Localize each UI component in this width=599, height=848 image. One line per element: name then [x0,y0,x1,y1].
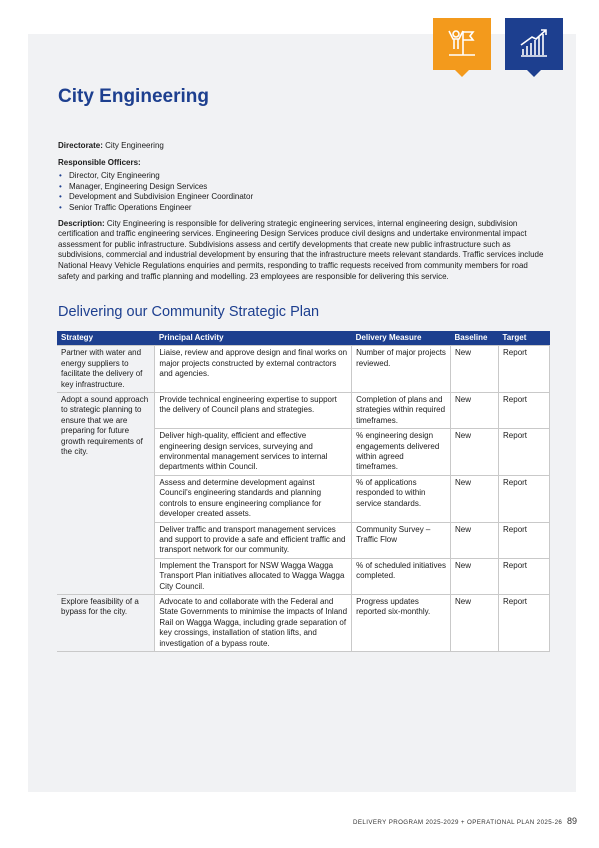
list-item: • Director, City Engineering [58,171,546,182]
activity-cell: Implement the Transport for NSW Wagga Wagga Transport Plan initiatives allocated to Wagga Wagga City Council. [155,558,352,594]
directorate-label: Directorate: [58,141,103,150]
person-flag-icon [446,27,478,59]
baseline-cell: New [451,522,499,558]
baseline-cell: New [451,558,499,594]
target-cell: Report [499,429,550,476]
description-text: City Engineering is responsible for delivering strategic engineering services, internal engineering design, subdivision certification and traffic engineering services. Engineering Design Services produce civil designs and undertake environmental impact assessment for public infrastructure. Subdivisions assess and certify developments that create new public infrastructure such as subdivisions, commercial and industrial development by ensuring that the infrastructure meets relevant standards. Traffic services include National Heavy Vehicle Regulations enquiries and permits, responding to traffic requests received from community members for road safety and parking and traffic planning and modelling. 23 employees are responsible for delivering this service. [58,218,544,281]
baseline-cell: New [451,393,499,429]
target-cell: Report [499,594,550,651]
directorate-value: City Engineering [105,141,164,150]
header-strategy: Strategy [57,331,155,346]
strategy-table [57,331,550,652]
page-number: 89 [567,816,578,826]
description [58,219,546,283]
header-measure: Delivery Measure [352,331,451,346]
header-target: Target [499,331,550,346]
strategy-cell: Explore feasibility of a bypass for the city. [57,594,155,651]
baseline-cell: New [451,429,499,476]
strategy-cell: Adopt a sound approach to strategic planning to ensure that we are preparing for future growth requirements of the city. [57,393,155,595]
officers-list [58,171,546,213]
footer-text: DELIVERY PROGRAM 2025-2029 + OPERATIONAL PLAN 2025-26 [353,819,563,826]
table-row [57,594,550,651]
service-info [58,141,546,282]
list-item: • Development and Subdivision Engineer Coordinator [58,192,546,203]
target-cell: Report [499,475,550,522]
activity-cell: Deliver high-quality, efficient and effective engineering design services, surveying and environmental management services to internal departments within Council. [155,429,352,476]
list-item: • Manager, Engineering Design Services [58,182,546,193]
growth-chart-icon [518,27,550,59]
strategy-cell: Partner with water and energy suppliers to facilitate the delivery of key infrastructure. [57,346,155,393]
measure-cell: % of applications responded to within service standards. [352,475,451,522]
measure-cell: Progress updates reported six-monthly. [352,594,451,651]
measure-cell: Community Survey – Traffic Flow [352,522,451,558]
officers-heading: Responsible Officers: [58,157,141,167]
baseline-cell: New [451,346,499,393]
theme-badge-economy [505,18,563,70]
table-row [57,393,550,429]
baseline-cell: New [451,475,499,522]
activity-cell: Provide technical engineering expertise to support the delivery of Council plans and strategies. [155,393,352,429]
target-cell: Report [499,393,550,429]
section-title: Delivering our Community Strategic Plan [58,304,320,320]
activity-cell: Assess and determine development against Council's engineering standards and planning controls to ensure engineering compliance for developer created assets. [155,475,352,522]
target-cell: Report [499,346,550,393]
directorate-line [58,141,546,152]
measure-cell: % engineering design engagements delivered within agreed timeframes. [352,429,451,476]
activity-cell: Liaise, review and approve design and final works on major projects constructed by external contractors and agencies. [155,346,352,393]
measure-cell: % of scheduled initiatives completed. [352,558,451,594]
measure-cell: Completion of plans and strategies within required timeframes. [352,393,451,429]
table-header-row [57,331,550,346]
description-label: Description: [58,218,105,228]
activity-cell: Deliver traffic and transport management services and support to provide a safe and efficient traffic and transport network for our community. [155,522,352,558]
activity-cell: Advocate to and collaborate with the Federal and State Governments to minimise the impacts of Inland Rail on Wagga Wagga, including grade separation of key crossings, installation of station lifts, and investigation of a bypass route. [155,594,352,651]
header-activity: Principal Activity [155,331,352,346]
measure-cell: Number of major projects reviewed. [352,346,451,393]
theme-badge-community [433,18,491,70]
baseline-cell: New [451,594,499,651]
page-title: City Engineering [58,86,209,107]
header-baseline: Baseline [451,331,499,346]
target-cell: Report [499,522,550,558]
list-item: • Senior Traffic Operations Engineer [58,203,546,214]
table-row [57,346,550,393]
target-cell: Report [499,558,550,594]
